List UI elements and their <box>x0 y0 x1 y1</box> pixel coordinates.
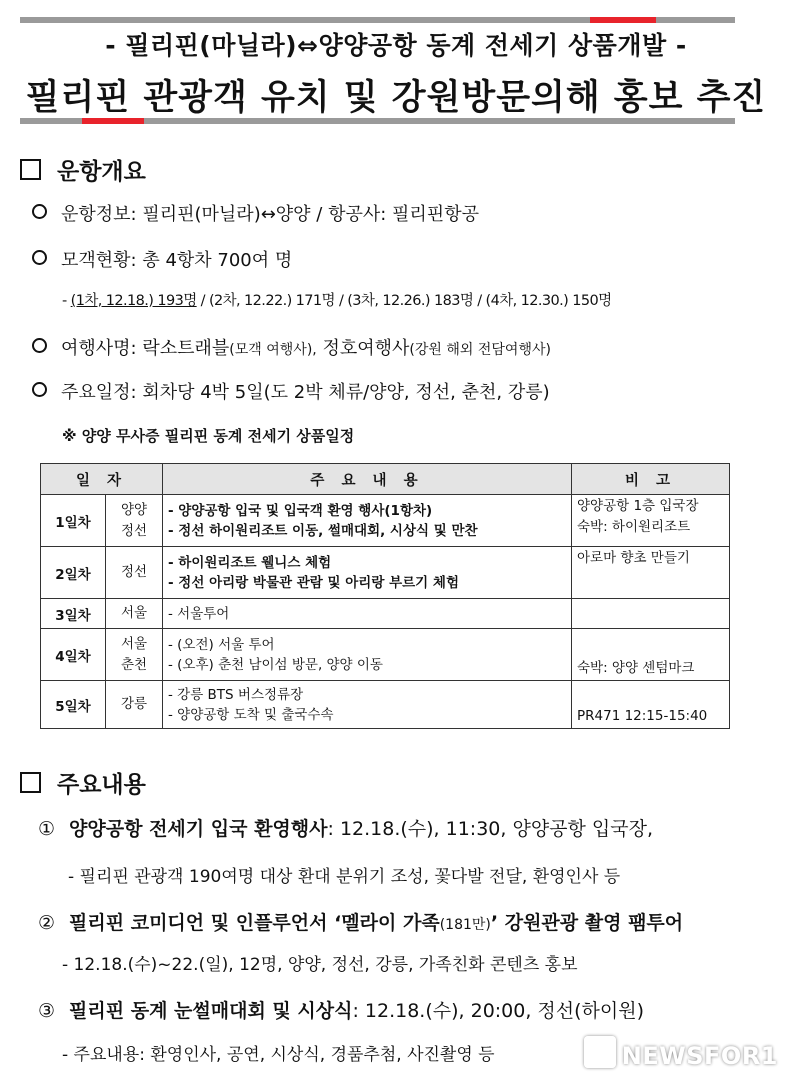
day-cell: 3일차 <box>41 599 106 629</box>
main-schedule: 주요일정: 회차당 4박 5일(도 2박 체류/양양, 정선, 춘천, 강릉) <box>32 378 550 404</box>
place-cell: 서울 춘천 <box>106 629 163 681</box>
place-cell: 양양 정선 <box>106 495 163 547</box>
route-info: 운항정보: 필리핀(마닐라)↔양양 / 항공사: 필리핀항공 <box>32 200 479 226</box>
main-heading: 주요내용 <box>20 766 146 799</box>
page-title: 필리핀 관광객 유치 및 강원방문의해 홍보 추진 <box>25 78 767 118</box>
schedule-table <box>40 463 730 729</box>
flight-2: (2차, 12.22.) 171명 <box>208 293 335 309</box>
content-cell: - (오전) 서울 투어 - (오후) 춘천 남이섬 방문, 양양 이동 <box>163 629 572 681</box>
col-header-date: 일 자 <box>41 464 163 495</box>
overview-heading: 운항개요 <box>20 153 146 186</box>
content-cell: - 서울투어 <box>163 599 572 629</box>
place-cell: 서울 <box>106 599 163 629</box>
day-cell: 5일차 <box>41 681 106 729</box>
table-row <box>41 547 730 599</box>
col-header-content: 주 요 내 용 <box>163 464 572 495</box>
note-cell: 양양공항 1층 입국장 숙박: 하이원리조트 <box>572 495 730 547</box>
bottom-rule-accent <box>82 118 144 124</box>
customer-status: 모객현황: 총 4항차 700여 명 <box>32 246 292 272</box>
flight-1: (1차, 12.18.) 193명 <box>70 293 197 309</box>
item-3-detail: - 주요내용: 환영인사, 공연, 시상식, 경품추첨, 사진촬영 등 <box>62 1045 495 1065</box>
day-cell: 4일차 <box>41 629 106 681</box>
flight-breakdown: - (1차, 12.18.) 193명 / (2차, 12.22.) 171명 / (3차, 12.26.) 183명 / (4차, 12.30.) 150명 <box>62 293 612 309</box>
travel-agencies: 여행사명: 락소트래블(모객 여행사), 정호여행사(강원 해외 전담여행사) <box>32 334 551 360</box>
circle-bullet-icon <box>32 250 47 265</box>
circle-bullet-icon <box>32 338 47 353</box>
checkbox-square-icon <box>20 159 41 180</box>
note-cell: PR471 12:15-15:40 <box>572 681 730 729</box>
flight-4: (4차, 12.30.) 150명 <box>485 293 612 309</box>
note-cell: 아로마 향초 만들기 <box>572 547 730 599</box>
day-cell: 1일차 <box>41 495 106 547</box>
note-cell <box>572 599 730 629</box>
top-rule-accent <box>590 17 656 23</box>
table-header-row <box>41 464 730 495</box>
item-1: ① 양양공항 전세기 입국 환영행사: 12.18.(수), 11:30, 양양공항 입국장, <box>38 818 654 840</box>
table-caption: ※ 양양 무사증 필리핀 동계 전세기 상품일정 <box>62 427 355 445</box>
page-subtitle: - 필리핀(마닐라)⇔양양공항 동계 전세기 상품개발 - <box>105 31 687 60</box>
circled-number-2-icon: ② <box>38 912 56 934</box>
note-cell: 숙박: 양양 센텀마크 <box>572 629 730 681</box>
content-cell: - 강릉 BTS 버스정류장 - 양양공항 도착 및 출국수속 <box>163 681 572 729</box>
item-2: ② 필리핀 코미디언 및 인플루언서 ‘멜라이 가족(181만)’ 강원관광 촬영 팸투어 <box>38 912 684 934</box>
place-cell: 강릉 <box>106 681 163 729</box>
table-row <box>41 599 730 629</box>
item-1-detail: - 필리핀 관광객 190여명 대상 환대 분위기 조성, 꽃다발 전달, 환영인사 등 <box>68 867 621 887</box>
item-2-detail: - 12.18.(수)~22.(일), 12명, 양양, 정선, 강릉, 가족친화 콘텐츠 홍보 <box>62 955 578 975</box>
day-cell: 2일차 <box>41 547 106 599</box>
circle-bullet-icon <box>32 204 47 219</box>
table-row <box>41 495 730 547</box>
content-cell: - 하이원리조트 웰니스 체험 - 정선 아리랑 박물관 관람 및 아리랑 부르기 체험 <box>163 547 572 599</box>
newsfor1-logo-icon <box>584 1036 616 1068</box>
content-cell: - 양양공항 입국 및 입국객 환영 행사(1항차) - 정선 하이원리조트 이동, 썰매대회, 시상식 및 만찬 <box>163 495 572 547</box>
circle-bullet-icon <box>32 382 47 397</box>
flight-3: (3차, 12.26.) 183명 <box>347 293 474 309</box>
circled-number-1-icon: ① <box>38 818 56 840</box>
place-cell: 정선 <box>106 547 163 599</box>
table-row <box>41 629 730 681</box>
checkbox-square-icon <box>20 772 41 793</box>
item-3: ③ 필리핀 동계 눈썰매대회 및 시상식: 12.18.(수), 20:00, 정선(하이원) <box>38 1000 645 1022</box>
col-header-note: 비 고 <box>572 464 730 495</box>
circled-number-3-icon: ③ <box>38 1000 56 1022</box>
table-row <box>41 681 730 729</box>
newsfor1-watermark: NEWSFOR1 <box>584 1036 778 1070</box>
